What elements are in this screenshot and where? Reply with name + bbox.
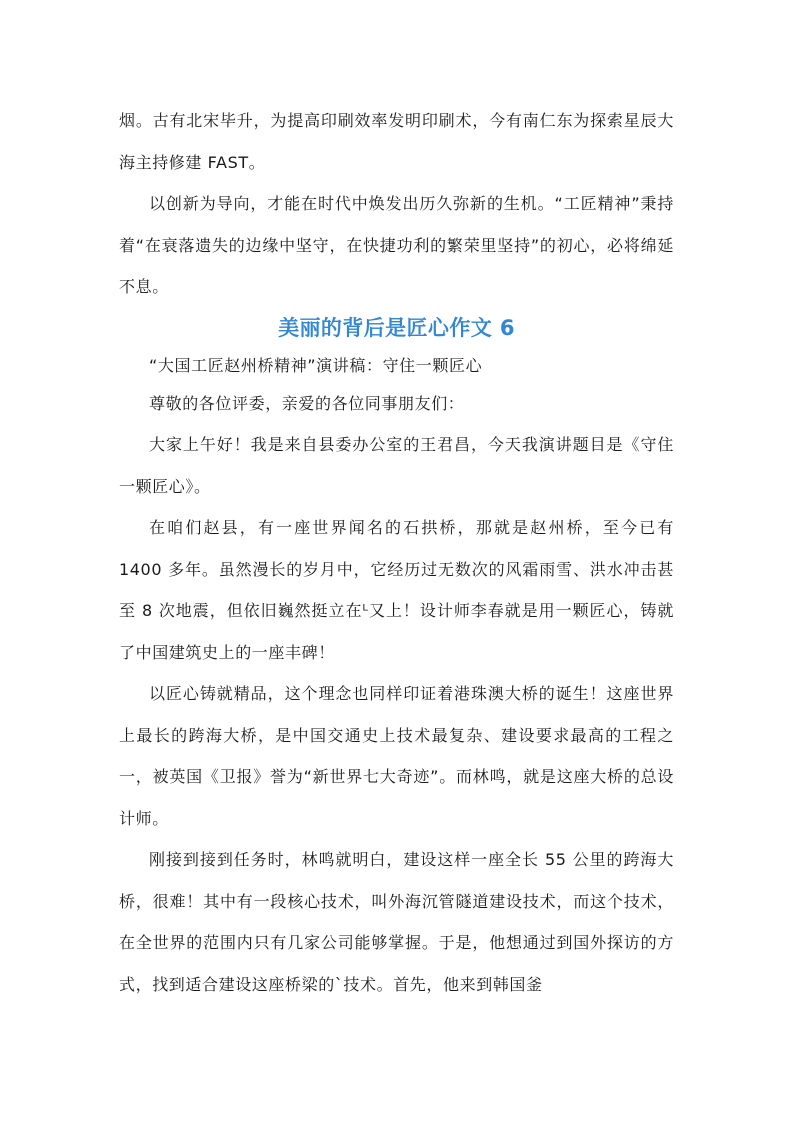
- paragraph-innovation: 以创新为导向，才能在时代中焕发出历久弥新的生机。“工匠精神”秉持着“在衰落遗失的边缘中坚守，在快捷功利的繁荣里坚持”的初心，必将绵延不息。: [119, 194, 674, 296]
- salutation: 尊敬的各位评委，亲爱的各位同事朋友们：: [149, 393, 465, 413]
- paragraph-continuation: 烟。古有北宋毕升，为提高印刷效率发明印刷术，今有南仁东为探索星辰大海主持修建 FAST。: [119, 111, 674, 172]
- section-heading: 美丽的背后是匠心作文 6: [278, 315, 515, 340]
- paragraph-zhaozhou-bridge: 在咱们赵县，有一座世界闻名的石拱桥，那就是赵州桥，至今已有 1400 多年。虽然漫长的岁月中，它经历过无数次的风霜雨雪、洪水冲击甚至 8 次地震，但依旧巍然挺立在ᴸ又上！设计师李春就是用一颗匠心，铸就了中国建筑史上的一座丰碑！: [119, 518, 674, 662]
- document-body: [119, 100, 674, 1005]
- paragraph-hzmb: 以匠心铸就精品，这个理念也同样印证着港珠澳大桥的诞生！这座世界上最长的跨海大桥，是中国交通史上技术最复杂、建设要求最高的工程之一，被英国《卫报》誉为“新世界七大奇迹”。而林鸣，就是这座大桥的总设计师。: [119, 684, 674, 828]
- paragraph-lin-ming: 刚接到接到任务时，林鸣就明白，建设这样一座全长 55 公里的跨海大桥，很难！其中有一段核心技术，叫外海沉管隧道建设技术，而这个技术，在全世界的范围内只有几家公司能够掌握。于是，他想通过到国外探访的方式，找到适合建设这座桥梁的`技术。首先，他来到韩国釜: [119, 850, 674, 994]
- paragraph-greeting: 大家上午好！我是来自县委办公室的王君昌，今天我演讲题目是《守住一颗匠心》。: [119, 435, 674, 496]
- speech-title: “大国工匠赵州桥精神”演讲稿：守住一颗匠心: [149, 355, 483, 375]
